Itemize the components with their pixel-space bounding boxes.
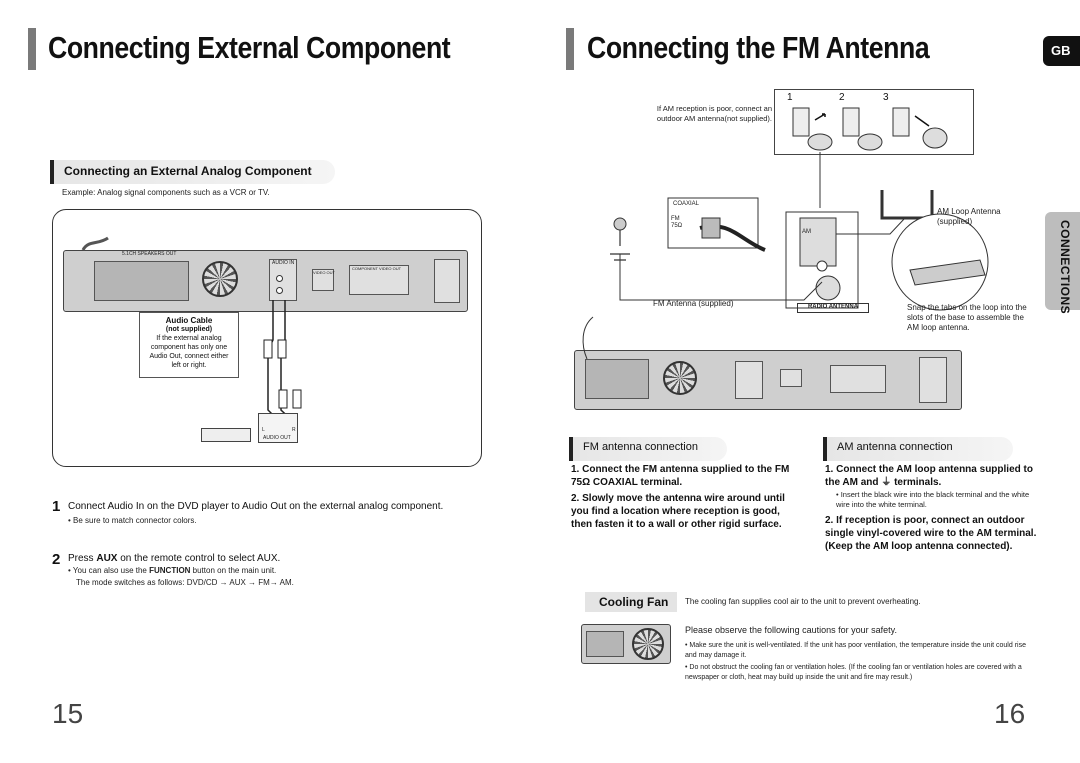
title-accent-bar-right — [566, 28, 574, 70]
component-block-right — [830, 365, 886, 393]
am-step-1: 1. Connect the AM loop antenna supplied to the AM and ⏚ terminals. — [825, 464, 1033, 488]
step-2-text — [68, 553, 280, 564]
dvd-rear-panel-right — [574, 350, 962, 410]
language-tab: GB — [1043, 36, 1080, 66]
callout-title: Audio Cable — [165, 316, 213, 325]
analog-connection-diagram — [52, 209, 482, 467]
antenna-terminal-block-right — [919, 357, 947, 403]
am-section-heading: AM antenna connection — [823, 437, 1013, 461]
page-number-right: 16 — [994, 698, 1026, 729]
device-l-label: L — [262, 427, 265, 433]
caution-bullet-2-text: Do not obstruct the cooling fan or ventilation holes. (If the cooling fan or ventilation holes are covered with a newspaper or cloth, heat may build up inside the unit and fire may result.) — [685, 664, 1022, 681]
snap-caption: Snap the tabs on the loop into the slots of the base to assemble the AM loop antenna. — [907, 303, 1027, 332]
fm-antenna-caption: FM Antenna (supplied) — [653, 299, 734, 308]
fm-step-2: 2. Slowly move the antenna wire around until you find a location where reception is good, then fasten it to a wall or other rigid surface. — [571, 493, 785, 530]
external-component-device — [201, 428, 251, 442]
antenna-steps-box — [774, 89, 974, 155]
page-title-left: Connecting External Component — [48, 30, 451, 65]
callout-body: If the external analog component has only one Audio Out, connect either left or right. — [149, 335, 229, 369]
mode-switch-text: The mode switches as follows: DVD/CD → AUX → FM→ AM. — [76, 578, 294, 587]
cooling-panel-terminals — [586, 631, 624, 657]
radio-antenna-label: RADIO ANTENNA — [797, 303, 869, 313]
audio-in-block-right — [735, 361, 763, 399]
step-2-bullet: • You can also use the FUNCTION button on the main unit. — [68, 566, 277, 575]
panel-cable-curve — [575, 315, 595, 360]
coaxial-label: COAXIAL — [673, 201, 700, 207]
device-r-label: R — [292, 427, 296, 433]
speaker-terminal-block-right — [585, 359, 649, 399]
step-2-suffix: on the remote control to select AUX. — [117, 553, 281, 564]
step-num-3: 3 — [883, 92, 889, 103]
caution-bullet-1: • Make sure the unit is well-ventilated. If the unit has poor ventilation, the temperature inside the unit could rise and may damage it. — [685, 642, 1026, 659]
speakers-out-label: 5.1CH SPEAKERS OUT — [122, 251, 177, 257]
step-2-bullet-bold: FUNCTION — [149, 566, 191, 575]
caution-bullet-1-text: Make sure the unit is well-ventilated. If the unit has poor ventilation, the temperature inside the unit could rise and may damage it. — [685, 642, 1026, 659]
caution-title: Please observe the following cautions for your safety. — [685, 625, 897, 635]
example-text: Example: Analog signal components such as a VCR or TV. — [62, 188, 270, 197]
callout-subtitle: (not supplied) — [165, 326, 213, 333]
ohm-label: 75Ω — [671, 223, 683, 229]
device-audio-out-panel — [258, 413, 298, 443]
am-step-2: 2. If reception is poor, connect an outdoor single vinyl-covered wire to the AM terminal. (Keep the AM loop antenna connected). — [825, 515, 1037, 552]
am-poor-note: If AM reception is poor, connect an outdoor AM antenna(not supplied). — [656, 104, 772, 123]
am-step-1-bullet: • Insert the black wire into the black terminal and the white wire into the white terminal. — [836, 490, 1030, 509]
page-number-left: 15 — [52, 698, 84, 729]
step-2-prefix: Press — [68, 553, 97, 564]
step-1-bullet: • Be sure to match connector colors. — [68, 516, 197, 525]
video-out-block-right — [780, 369, 802, 387]
step-num-1: 1 — [787, 92, 793, 103]
section-side-tab-label: CONNECTIONS — [1058, 220, 1072, 315]
cooling-fan-text: The cooling fan supplies cool air to the unit to prevent overheating. — [685, 597, 921, 606]
am-loop-caption: AM Loop Antenna (supplied) — [937, 207, 1001, 226]
step-2-bullet-prefix: You can also use the — [72, 566, 150, 575]
audio-cable-callout — [139, 312, 239, 378]
title-accent-bar — [28, 28, 36, 70]
terminal-clip-steps-icon — [775, 90, 975, 156]
step-2-number: 2 — [52, 551, 61, 568]
step-num-2: 2 — [839, 92, 845, 103]
section-heading-analog: Connecting an External Analog Component — [50, 160, 335, 184]
fm-step-1: 1. Connect the FM antenna supplied to the FM 75Ω COAXIAL terminal. — [571, 464, 790, 488]
device-audio-out-label: AUDIO OUT — [263, 435, 291, 441]
cooling-fan-heading: Cooling Fan — [585, 592, 677, 612]
fm-label: FM — [671, 216, 680, 222]
cooling-fan-panel-image — [581, 624, 671, 664]
audio-in-label: AUDIO IN — [272, 260, 295, 266]
section-side-tab — [1045, 212, 1080, 315]
caution-bullet-2: • Do not obstruct the cooling fan or ventilation holes. (If the cooling fan or ventilation holes are covered with a newspaper or cloth, heat may build up inside the unit and fire may result.) — [685, 664, 1022, 681]
step-1-number: 1 — [52, 498, 61, 515]
step-2-bold: AUX — [96, 553, 118, 564]
step-1-bullet-text: Be sure to match connector colors. — [73, 516, 197, 525]
video-out-label: VIDEO OUT — [313, 270, 336, 275]
cooling-fan-detail-icon — [632, 628, 664, 660]
component-out-label: COMPONENT VIDEO OUT — [352, 266, 402, 271]
step-1-text: Connect Audio In on the DVD player to Audio Out on the external analog component. — [68, 501, 444, 512]
page-title-right: Connecting the FM Antenna — [587, 30, 930, 65]
cooling-fan-icon-right — [663, 361, 697, 395]
am-terminal-label: AM — [802, 229, 811, 235]
am-step-1-bullet-text: Insert the black wire into the black terminal and the white wire into the white terminal. — [836, 490, 1030, 509]
fm-section-heading: FM antenna connection — [569, 437, 727, 461]
step-2-bullet-suffix: button on the main unit. — [190, 566, 277, 575]
